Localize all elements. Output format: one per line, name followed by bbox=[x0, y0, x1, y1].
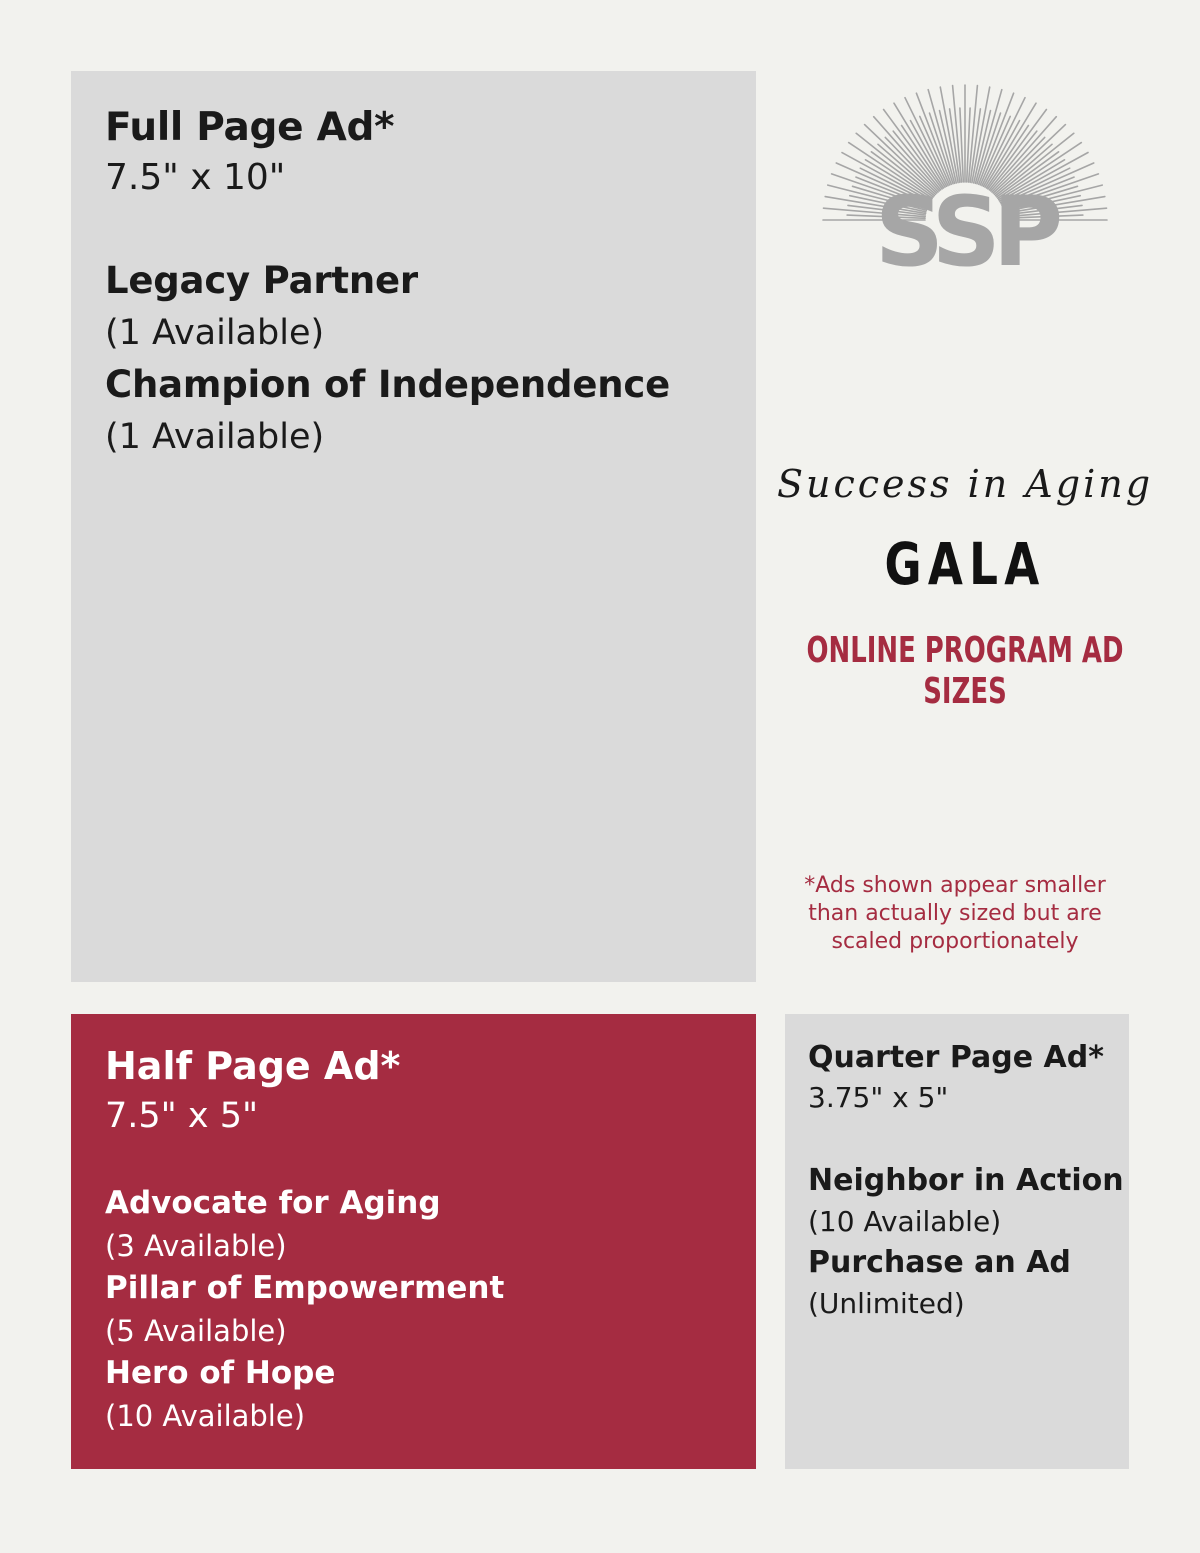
tier-name: Purchase an Ad bbox=[808, 1245, 1071, 1280]
event-script-title: Success in Aging bbox=[776, 462, 1154, 506]
half-page-ad-panel bbox=[71, 1014, 756, 1469]
half-page-ad-dimensions: 7.5" x 5" bbox=[105, 1096, 259, 1136]
tier-availability: (3 Available) bbox=[105, 1229, 287, 1263]
footnote-line: *Ads shown appear smaller bbox=[804, 873, 1106, 898]
event-name: GALA bbox=[884, 530, 1046, 598]
footnote-line: scaled proportionately bbox=[831, 929, 1079, 954]
full-page-ad-panel bbox=[71, 71, 756, 982]
quarter-page-ad-panel bbox=[785, 1014, 1129, 1469]
logo-text: SSP bbox=[874, 176, 1056, 280]
tier-name: Advocate for Aging bbox=[105, 1185, 441, 1221]
tier-availability: (10 Available) bbox=[808, 1205, 1002, 1238]
tier-name: Legacy Partner bbox=[105, 259, 418, 302]
tier-availability: (10 Available) bbox=[105, 1399, 306, 1433]
tier-name: Hero of Hope bbox=[105, 1355, 336, 1391]
quarter-page-ad-dimensions: 3.75" x 5" bbox=[808, 1081, 949, 1114]
full-page-ad-dimensions: 7.5" x 10" bbox=[105, 157, 286, 198]
ssp-logo bbox=[820, 70, 1110, 280]
tier-name: Pillar of Empowerment bbox=[105, 1270, 505, 1306]
full-page-ad-title: Full Page Ad* bbox=[105, 105, 395, 150]
half-page-ad-title: Half Page Ad* bbox=[105, 1044, 401, 1088]
tier-availability: (5 Available) bbox=[105, 1314, 287, 1348]
ad-sizes-subtitle: ONLINE PROGRAM AD SIZES bbox=[806, 630, 1124, 712]
quarter-page-ad-title: Quarter Page Ad* bbox=[808, 1040, 1104, 1075]
tier-name: Neighbor in Action bbox=[808, 1163, 1124, 1198]
footnote bbox=[770, 872, 1140, 956]
footnote-line: than actually sized but are bbox=[808, 901, 1102, 926]
tier-name: Champion of Independence bbox=[105, 363, 670, 406]
tier-availability: (Unlimited) bbox=[808, 1287, 965, 1320]
tier-availability: (1 Available) bbox=[105, 417, 325, 457]
tier-availability: (1 Available) bbox=[105, 313, 325, 353]
